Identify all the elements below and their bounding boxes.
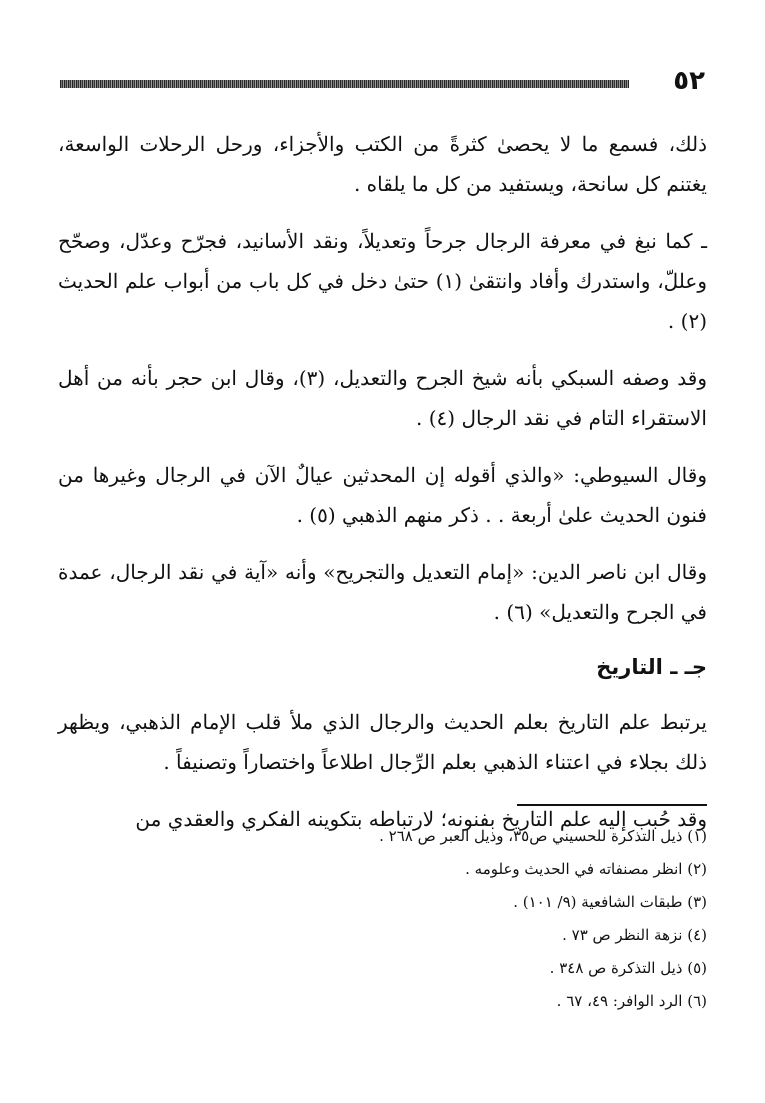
- body-text: [58, 124, 707, 856]
- section-heading: جـ ـ التاريخ: [596, 655, 707, 679]
- header-rule: [60, 80, 629, 88]
- footnote: (٦) الرد الوافر: ٤٩، ٦٧ .: [556, 992, 707, 1010]
- footnote-divider: [517, 804, 707, 806]
- paragraph: وقال السيوطي: «والذي أقوله إن المحدثين عيالٌ الآن في الرجال وغيرها من فنون الحديث علىٰ أربعة . . ذكر منهم الذهبي (٥) .: [58, 463, 707, 527]
- footnote: (١) ذيل التذكرة للحسيني ص٣٥، وذيل العبر ص ٢٦٨ .: [379, 827, 707, 845]
- footnote: (٤) نزهة النظر ص ٧٣ .: [562, 926, 707, 944]
- footnote: (٥) ذيل التذكرة ص ٣٤٨ .: [549, 959, 707, 977]
- footnote: (٢) انظر مصنفاته في الحديث وعلومه .: [465, 860, 707, 878]
- paragraph: ـ كما نبغ في معرفة الرجال جرحاً وتعديلاً، ونقد الأسانيد، فجرّح وعدّل، وصحّح وعللّ، واستدرك وأفاد وانتقىٰ (١) حتىٰ دخل في كل باب من أبواب علم الحديث (٢) .: [58, 229, 708, 333]
- paragraph: وقد حُبب إليه علم التاريخ بفنونه؛ لارتباطه بتكوينه الفكري والعقدي من: [135, 807, 707, 831]
- paragraph: وقد وصفه السبكي بأنه شيخ الجرح والتعديل، (٣)، وقال ابن حجر بأنه من أهل الاستقراء التام في نقد الرجال (٤) .: [58, 366, 708, 430]
- paragraph: وقال ابن ناصر الدين: «إمام التعديل والتجريح» وأنه «آية في نقد الرجال، عمدة في الجرح والتعديل» (٦) .: [58, 560, 707, 624]
- footnote: (٣) طبقات الشافعية (٩/ ١٠١) .: [513, 893, 707, 911]
- footnotes: [58, 820, 707, 1018]
- page-header: [60, 66, 705, 100]
- page-number: ٥٢: [673, 66, 705, 96]
- paragraph: يرتبط علم التاريخ بعلم الحديث والرجال الذي ملأ قلب الإمام الذهبي، ويظهر ذلك بجلاء في اعتناء الذهبي بعلم الرِّجال اطلاعاً واختصاراً وتصنيفاً .: [58, 710, 707, 774]
- paragraph: ذلك، فسمع ما لا يحصىٰ كثرةً من الكتب والأجزاء، ورحل الرحلات الواسعة، يغتنم كل سانحة، ويستفيد من كل ما يلقاه .: [58, 132, 707, 196]
